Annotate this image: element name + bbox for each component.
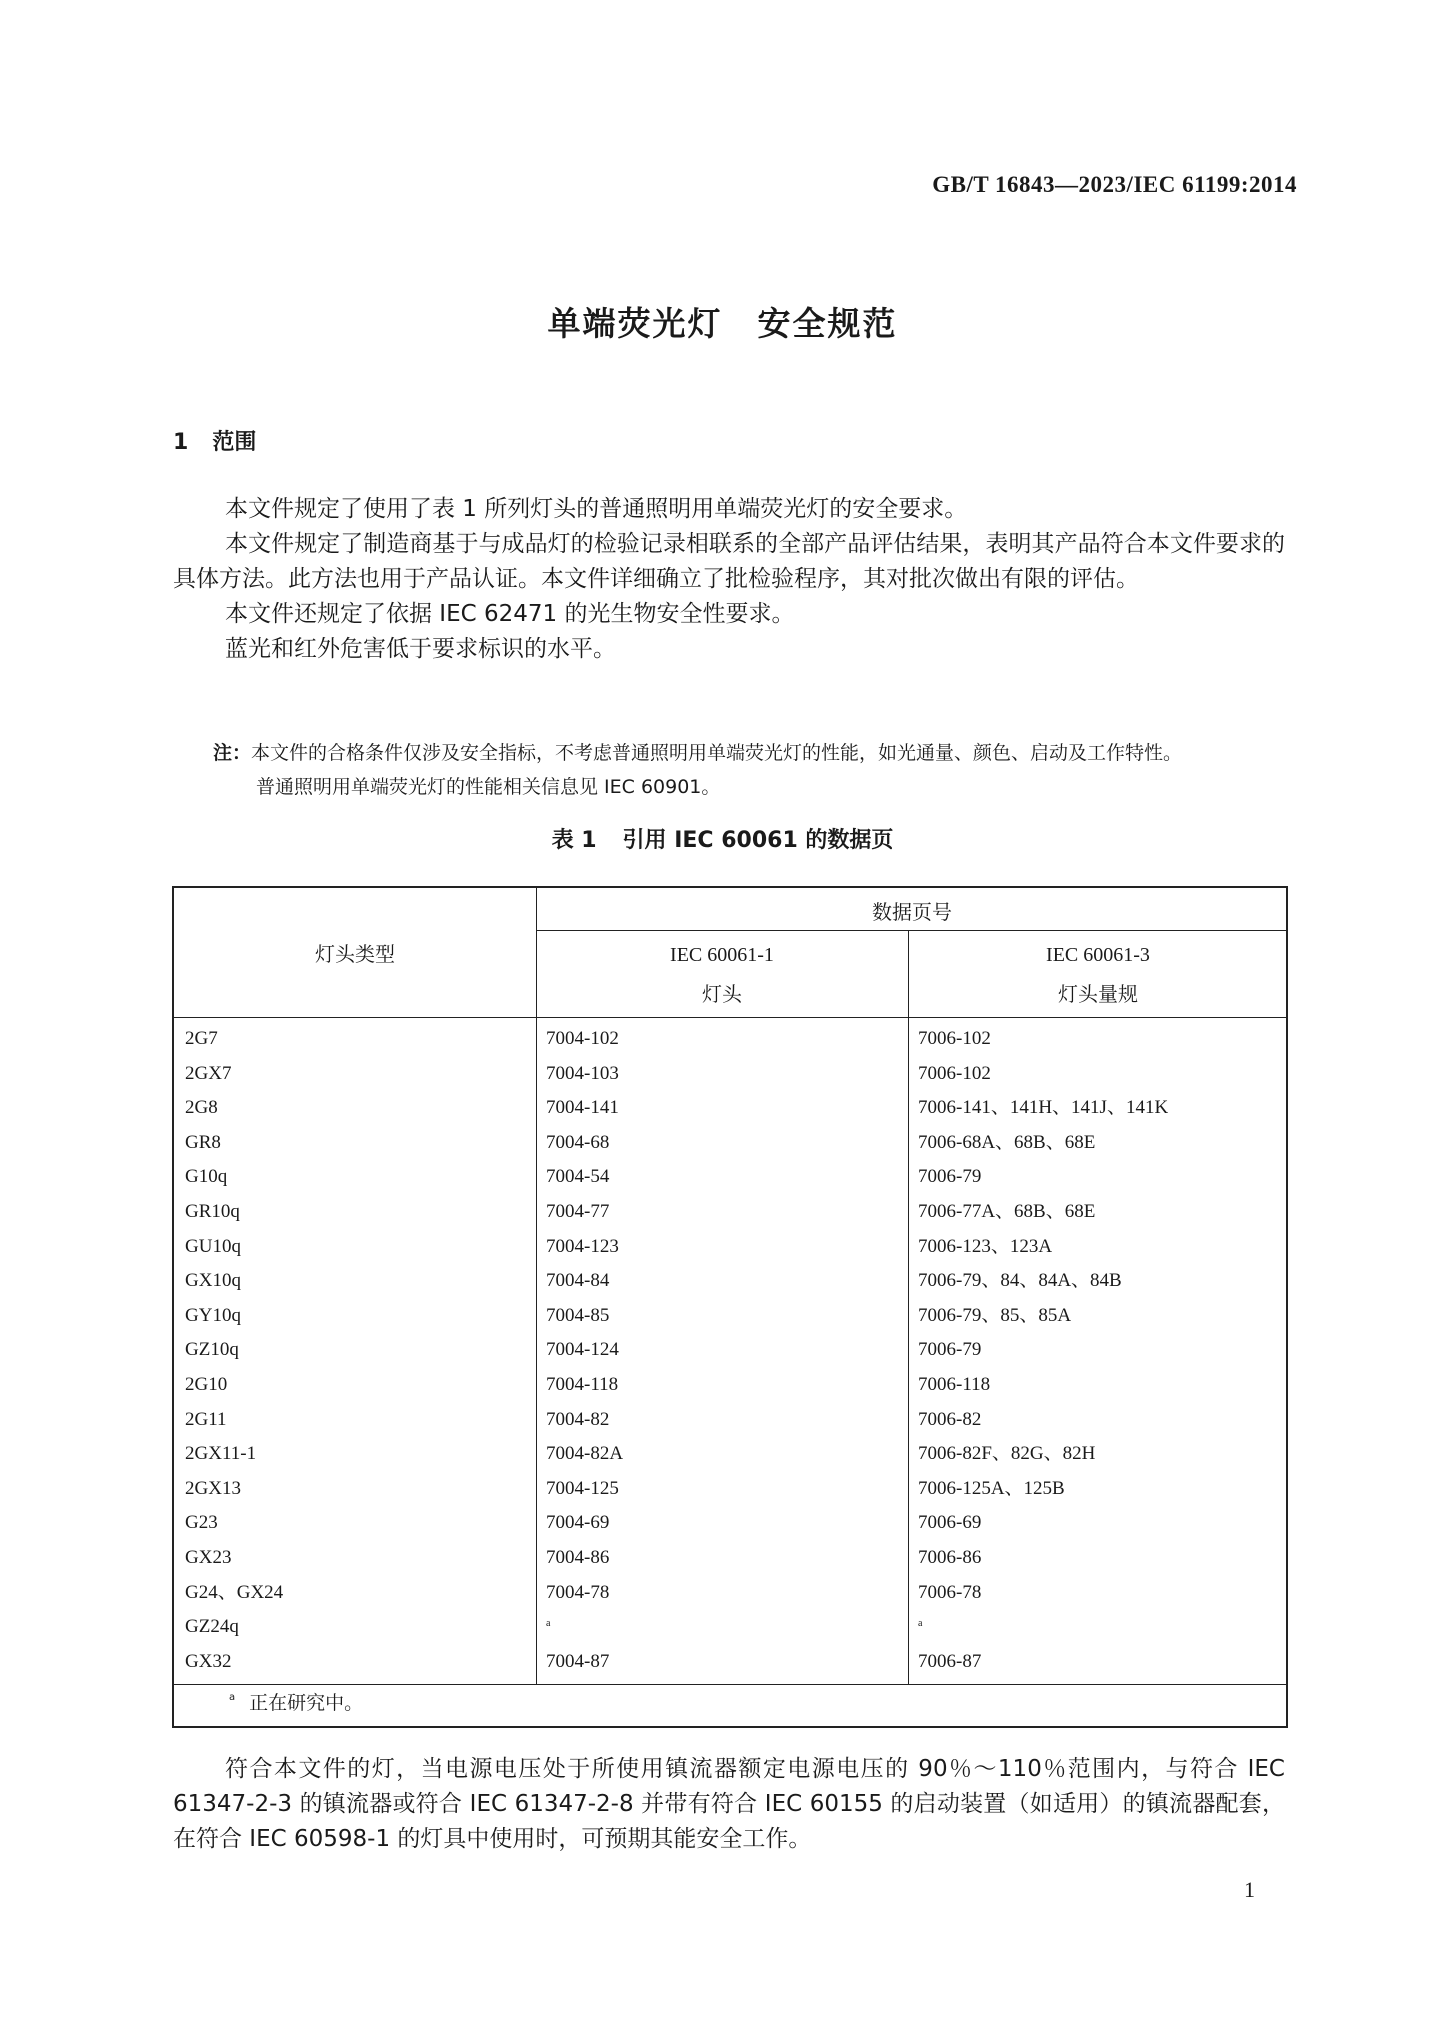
cell-iec-60061-3: 7006-86	[918, 1546, 982, 1568]
header-lamp-cap-type: 灯头类型	[315, 942, 395, 966]
cell-lamp-cap-type: GR8	[185, 1131, 221, 1153]
cell-lamp-cap-type: GZ24q	[185, 1616, 239, 1638]
cell-iec-60061-1: 7004-118	[546, 1373, 619, 1395]
cell-lamp-cap-type: 2G10	[185, 1373, 228, 1395]
cell-iec-60061-3: 7006-87	[918, 1650, 982, 1672]
note-label: 注：	[213, 742, 252, 764]
table-row	[174, 1299, 1286, 1334]
header-data-sheet-number: 数据页号	[872, 900, 952, 924]
paragraph: 蓝光和红外危害低于要求标识的水平。	[225, 636, 616, 662]
header-gauges: 灯头量规	[1058, 982, 1138, 1006]
header-divider	[536, 930, 1288, 931]
note-line: 本文件的合格条件仅涉及安全指标，不考虑普通照明用单端荧光灯的性能，如光通量、颜色、启动及工作特性。	[251, 742, 1183, 764]
section-heading	[173, 425, 256, 456]
table-number: 表 1	[551, 828, 597, 853]
cell-iec-60061-3: 7006-141、141H、141J、141K	[918, 1097, 1169, 1119]
table-row	[174, 1576, 1286, 1611]
closing-text	[173, 1752, 1285, 1857]
table-footnote	[229, 1688, 363, 1715]
cell-lamp-cap-type: G24、GX24	[185, 1581, 284, 1603]
note-line: 普通照明用单端荧光灯的性能相关信息见 IEC 60901。	[256, 776, 721, 798]
paragraph: 本文件规定了制造商基于与成品灯的检验记录相联系的全部产品评估结果，表明其产品符合本文件要求的具体方法。此方法也用于产品认证。本文件详细确立了批检验程序，其对批次做出有限的评估。	[173, 531, 1285, 592]
cell-iec-60061-3: 7006-102	[918, 1028, 991, 1049]
footnote-text: 正在研究中。	[249, 1692, 364, 1714]
table-row	[174, 1472, 1286, 1507]
table-row	[174, 1091, 1286, 1126]
table-row	[174, 1057, 1286, 1092]
cell-iec-60061-1: 7004-84	[546, 1270, 610, 1292]
note	[213, 736, 1303, 804]
table-row	[174, 1230, 1286, 1265]
table-row	[174, 1126, 1286, 1161]
table-body	[174, 1022, 1286, 1679]
header-iec-60061-1: IEC 60061-1	[670, 944, 774, 966]
cell-lamp-cap-type: GX32	[185, 1650, 232, 1672]
cell-iec-60061-3: 7006-79	[918, 1166, 982, 1188]
paragraph: 符合本文件的灯，当电源电压处于所使用镇流器额定电源电压的 90％～110％范围内，与符合 IEC 61347-2-3 的镇流器或符合 IEC 61347-2-8 并带有符合 IEC 60155 的启动装置（如适用）的镇流器配套，在符合 IEC 60598-1 的灯具中使用时，可预期其能安全工作。	[173, 1756, 1285, 1852]
table-row	[174, 1541, 1286, 1576]
cell-lamp-cap-type: GY10q	[185, 1304, 241, 1326]
cell-iec-60061-3: 7006-123、123A	[918, 1235, 1053, 1257]
cell-iec-60061-1: 7004-54	[546, 1166, 610, 1188]
table-row	[174, 1264, 1286, 1299]
cell-lamp-cap-type: 2GX11-1	[185, 1443, 257, 1465]
cell-iec-60061-3: 7006-79、85、85A	[918, 1304, 1072, 1326]
cell-iec-60061-1: 7004-123	[546, 1235, 619, 1257]
data-table	[172, 886, 1288, 1728]
scope-text	[173, 492, 1285, 667]
cell-iec-60061-1: 7004-87	[546, 1650, 610, 1672]
cell-iec-60061-3: 7006-69	[918, 1512, 982, 1534]
page-number: 1	[1244, 1877, 1255, 1902]
cell-iec-60061-3: 7006-102	[918, 1062, 991, 1084]
cell-iec-60061-1: 7004-69	[546, 1512, 610, 1534]
cell-lamp-cap-type: GZ10q	[185, 1339, 239, 1361]
cell-iec-60061-3: 7006-79	[918, 1339, 982, 1361]
cell-lamp-cap-type: 2GX7	[185, 1062, 232, 1084]
table-caption	[0, 823, 1445, 854]
table-row	[174, 1333, 1286, 1368]
cell-iec-60061-1: a	[546, 1618, 551, 1630]
paragraph: 本文件规定了使用了表 1 所列灯头的普通照明用单端荧光灯的安全要求。	[225, 496, 968, 522]
table-row	[174, 1160, 1286, 1195]
table-row	[174, 1022, 1286, 1057]
cell-iec-60061-1: 7004-82	[546, 1408, 610, 1430]
cell-iec-60061-1: 7004-68	[546, 1131, 610, 1153]
cell-iec-60061-1: 7004-103	[546, 1062, 619, 1084]
cell-lamp-cap-type: 2G7	[185, 1028, 218, 1049]
cell-lamp-cap-type: GR10q	[185, 1200, 240, 1222]
cell-lamp-cap-type: GX10q	[185, 1270, 241, 1292]
cell-iec-60061-1: 7004-77	[546, 1200, 610, 1222]
cell-iec-60061-1: 7004-82A	[546, 1443, 624, 1465]
table-row	[174, 1506, 1286, 1541]
cell-iec-60061-1: 7004-102	[546, 1028, 619, 1049]
cell-iec-60061-1: 7004-86	[546, 1546, 610, 1568]
cell-iec-60061-1: 7004-141	[546, 1097, 619, 1119]
cell-iec-60061-3: 7006-79、84、84A、84B	[918, 1270, 1122, 1292]
table-row	[174, 1403, 1286, 1438]
table-row	[174, 1610, 1286, 1645]
cell-iec-60061-1: 7004-124	[546, 1339, 619, 1361]
document-title: 单端荧光灯 安全规范	[547, 304, 898, 343]
table-row	[174, 1368, 1286, 1403]
cell-iec-60061-1: 7004-78	[546, 1581, 610, 1603]
cell-lamp-cap-type: 2GX13	[185, 1477, 241, 1499]
cell-lamp-cap-type: GX23	[185, 1546, 232, 1568]
standard-number: GB/T 16843—2023/IEC 61199:2014	[932, 172, 1297, 197]
cell-iec-60061-1: 7004-125	[546, 1477, 619, 1499]
cell-iec-60061-3: a	[918, 1618, 923, 1630]
cell-iec-60061-3: 7006-118	[918, 1373, 991, 1395]
cell-iec-60061-3: 7006-125A、125B	[918, 1477, 1065, 1499]
paragraph: 本文件还规定了依据 IEC 62471 的光生物安全性要求。	[225, 601, 795, 627]
footnote-marker: a	[229, 1692, 236, 1703]
cell-iec-60061-1: 7004-85	[546, 1304, 610, 1326]
header-iec-60061-3: IEC 60061-3	[1046, 944, 1150, 966]
table-caption-text: 引用 IEC 60061 的数据页	[622, 828, 894, 853]
table-row	[174, 1645, 1286, 1680]
cell-lamp-cap-type: GU10q	[185, 1235, 241, 1257]
cell-lamp-cap-type: 2G8	[185, 1097, 218, 1119]
cell-iec-60061-3: 7006-82F、82G、82H	[918, 1443, 1096, 1465]
section-number: 1	[173, 430, 189, 455]
cell-lamp-cap-type: 2G11	[185, 1408, 227, 1430]
cell-lamp-cap-type: G10q	[185, 1166, 228, 1188]
cell-iec-60061-3: 7006-77A、68B、68E	[918, 1200, 1096, 1222]
header-bottom-rule	[174, 1017, 1288, 1018]
section-title: 范围	[212, 430, 257, 455]
footnote-rule	[174, 1684, 1288, 1685]
table-row	[174, 1437, 1286, 1472]
cell-iec-60061-3: 7006-82	[918, 1408, 982, 1430]
table-row	[174, 1195, 1286, 1230]
cell-iec-60061-3: 7006-68A、68B、68E	[918, 1131, 1096, 1153]
header-lamp-cap: 灯头	[702, 982, 742, 1006]
cell-iec-60061-3: 7006-78	[918, 1581, 982, 1603]
cell-lamp-cap-type: G23	[185, 1512, 218, 1534]
